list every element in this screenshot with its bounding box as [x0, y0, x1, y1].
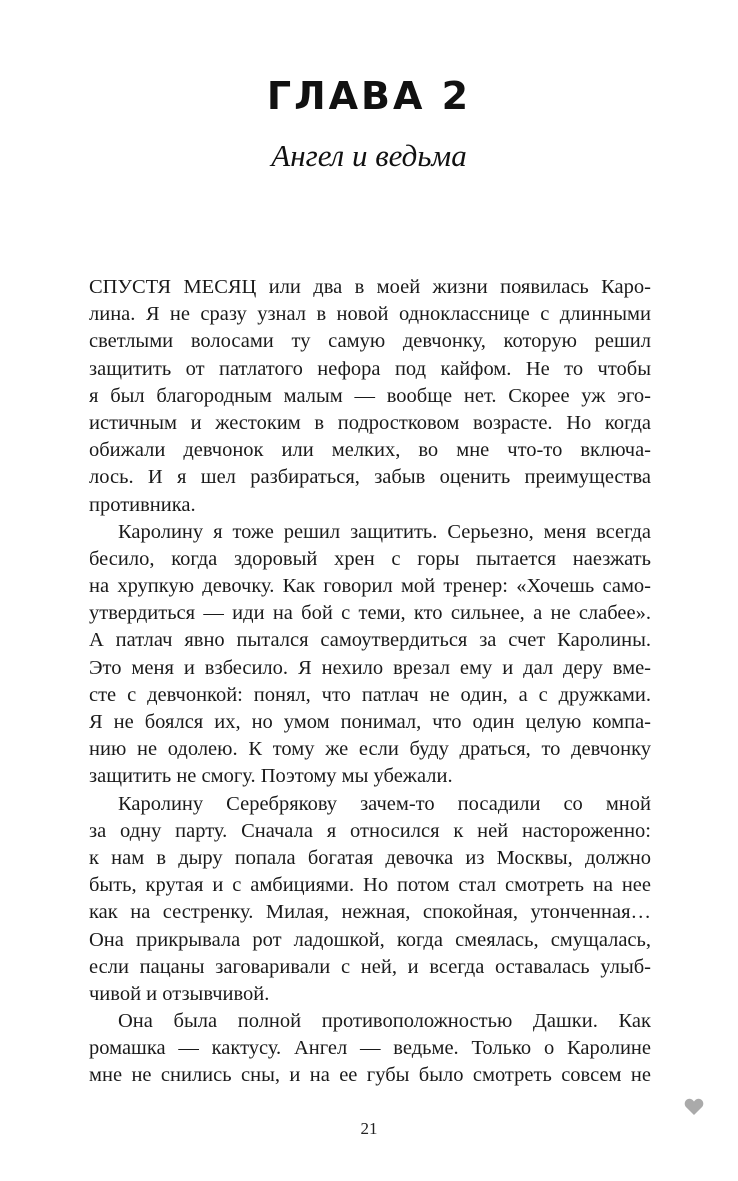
- text-line: Каролину Серебрякову зачем-то посадили со мной: [118, 792, 651, 815]
- text-line: ромашка — кактусу. Ангел — ведьме. Только о Каролине: [89, 1037, 651, 1060]
- text-line: утвердиться — иди на бой с теми, кто сильнее, а не слабее».: [89, 602, 651, 625]
- text-line: если пацаны заговаривали с ней, и всегда оставалась улыб-: [89, 955, 651, 978]
- text-line: мне не снились сны, и на ее губы было смотреть совсем не: [89, 1064, 651, 1087]
- text-line: я был благородным малым — вообще нет. Скорее уж эго-: [89, 384, 651, 407]
- text-line: к нам в дыру попала богатая девочка из Москвы, должно: [89, 846, 651, 869]
- text-line: защитить от патлатого нефора под кайфом. Не то чтобы: [89, 357, 651, 380]
- text-line: чивой и отзывчивой.: [89, 982, 270, 1005]
- text-line: Она прикрывала рот ладошкой, когда смеялась, смущалась,: [89, 928, 651, 951]
- text-line: СПУСТЯ МЕСЯЦ или два в моей жизни появилась Каро-: [89, 276, 651, 298]
- text-line: Это меня и взбесило. Я нехило врезал ему и дал деру вме-: [89, 656, 651, 679]
- body-text: [89, 274, 651, 1090]
- chapter-subtitle: Ангел и ведьма: [271, 138, 467, 173]
- heart-icon: [684, 1098, 704, 1116]
- text-line: за одну парту. Сначала я относился к ней настороженно:: [89, 819, 651, 842]
- text-line: Она была полной противоположностью Дашки. Как: [118, 1010, 651, 1033]
- text-line: бесило, когда здоровый хрен с горы пытается наезжать: [89, 547, 651, 570]
- text-line: защитить не смогу. Поэтому мы убежали.: [89, 765, 453, 788]
- text-line: на хрупкую девочку. Как говорил мой тренер: «Хочешь само-: [89, 575, 651, 598]
- text-line: быть, крутая и с амбициями. Но потом стал смотреть на нее: [89, 874, 651, 897]
- text-line: Я не боялся их, но умом понимал, что один целую компа-: [89, 711, 651, 733]
- text-line: лось. И я шел разбираться, забыв оценить преимущества: [89, 466, 651, 489]
- text-line: Каролину я тоже решил защитить. Серьезно, меня всегда: [118, 520, 651, 543]
- text-line: обижали девчонок или мелких, во мне что-то включа-: [89, 439, 651, 462]
- text-line: А патлач явно пытался самоутвердиться за счет Каролины.: [89, 629, 651, 652]
- chapter-title: ГЛАВА 2: [266, 74, 472, 118]
- text-line: сте с девчонкой: понял, что патлач не один, а с дружками.: [89, 683, 651, 706]
- text-line: светлыми волосами ту самую девчонку, которую решил: [89, 330, 651, 353]
- text-line: лина. Я не сразу узнал в новой однокласснице с длинными: [89, 303, 651, 326]
- text-line: противника.: [89, 493, 196, 516]
- text-line: истичным и жестоким в подростковом возрасте. Но когда: [89, 411, 651, 434]
- text-line: как на сестренку. Милая, нежная, спокойная, утонченная…: [89, 901, 651, 924]
- text-line: нию не одолею. К тому же если буду драться, то девчонку: [89, 738, 651, 761]
- page-number: 21: [360, 1119, 378, 1138]
